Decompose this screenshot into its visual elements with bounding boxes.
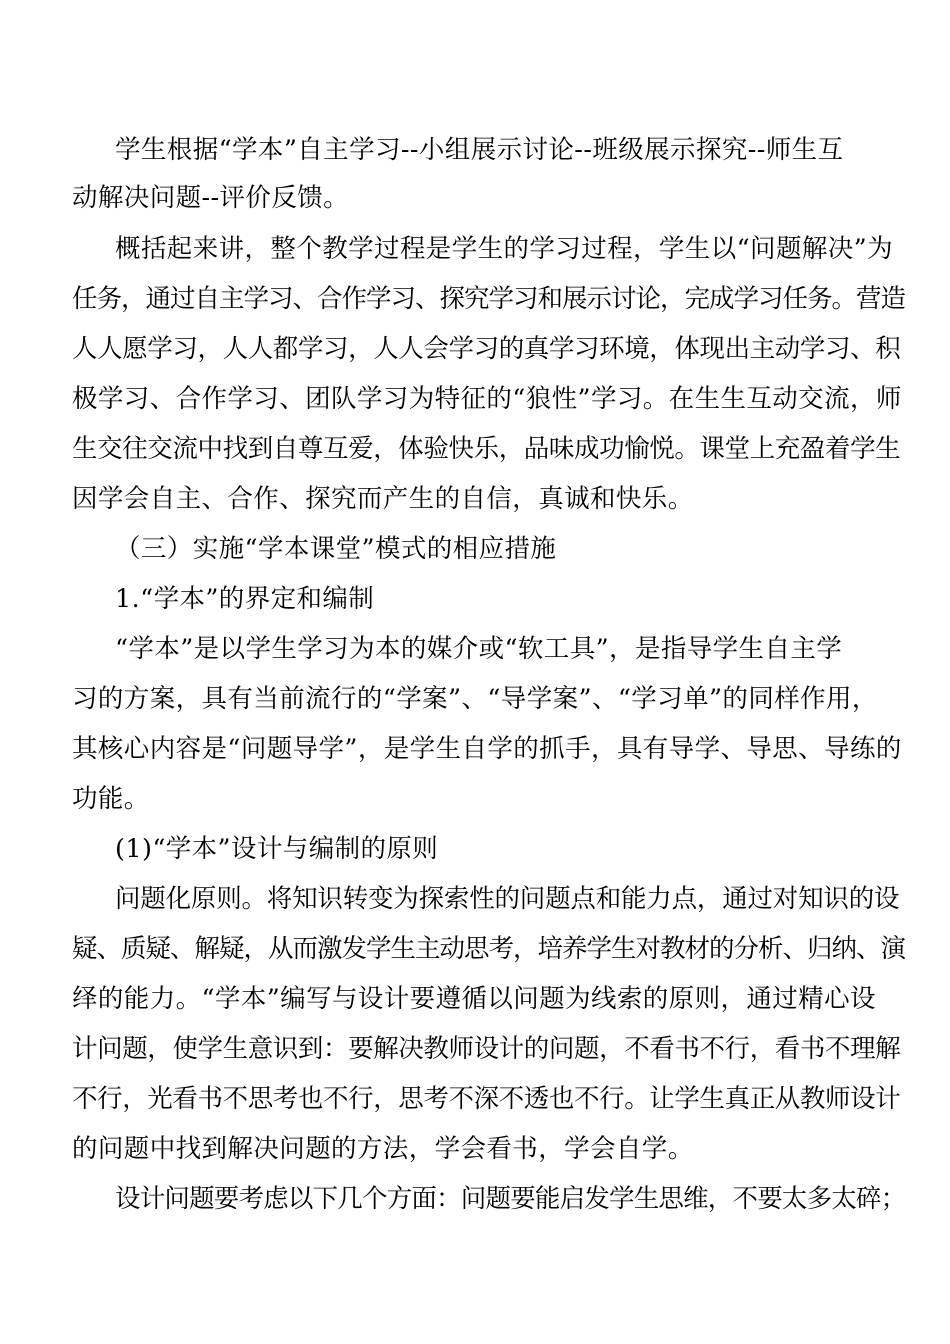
text-line: 其核心内容是“问题导学”，是学生自学的抓手，具有导学、导思、导练的: [72, 734, 902, 764]
text-line: 任务，通过自主学习、合作学习、探究学习和展示讨论，完成学习任务。营造: [72, 284, 906, 314]
text-line: 习的方案，具有当前流行的“学案”、“导学案”、“学习单”的同样作用，: [72, 684, 878, 714]
text-line: 设计问题要考虑以下几个方面：问题要能启发学生思维，不要太多太碎；: [115, 1184, 906, 1214]
text-line: 的问题中找到解决问题的方法，学会看书，学会自学。: [72, 1134, 694, 1164]
text-line: 极学习、合作学习、团队学习为特征的“狼性”学习。在生生互动交流，师: [72, 384, 902, 414]
text-line: 学生根据“学本”自主学习--小组展示讨论--班级展示探究--师生互: [115, 135, 844, 165]
text-line: 因学会自主、合作、探究而产生的自信，真诚和快乐。: [72, 484, 694, 514]
text-line: 生交往交流中找到自尊互爱，体验快乐，品味成功愉悦。课堂上充盈着学生: [72, 434, 901, 464]
text-line: “学本”是以学生学习为本的媒介或“软工具”，是指导学生自主学: [115, 634, 843, 664]
section-heading: （三）实施“学本课堂”模式的相应措施: [115, 534, 557, 564]
text-line: 问题化原则。将知识转变为探索性的问题点和能力点，通过对知识的设: [115, 884, 900, 914]
subsection-heading: 1.“学本”的界定和编制: [115, 584, 375, 614]
text-line: 功能。: [72, 784, 150, 814]
text-line: 疑、质疑、解疑，从而激发学生主动思考，培养学生对教材的分析、归纳、演: [72, 934, 906, 964]
text-line: 概括起来讲，整个教学过程是学生的学习过程，学生以“问题解决”为: [115, 234, 893, 264]
subsection-heading: (1)“学本”设计与编制的原则: [115, 834, 439, 864]
text-line: 动解决问题--评价反馈。: [72, 183, 350, 213]
text-line: 绎的能力。“学本”编写与设计要遵循以问题为线索的原则，通过精心设: [72, 984, 876, 1014]
text-line: 计问题，使学生意识到：要解决教师设计的问题，不看书不行，看书不理解: [72, 1034, 901, 1064]
text-line: 不行，光看书不思考也不行，思考不深不透也不行。让学生真正从教师设计: [72, 1084, 901, 1114]
text-line: 人人愿学习，人人都学习，人人会学习的真学习环境，体现出主动学习、积: [72, 334, 901, 364]
